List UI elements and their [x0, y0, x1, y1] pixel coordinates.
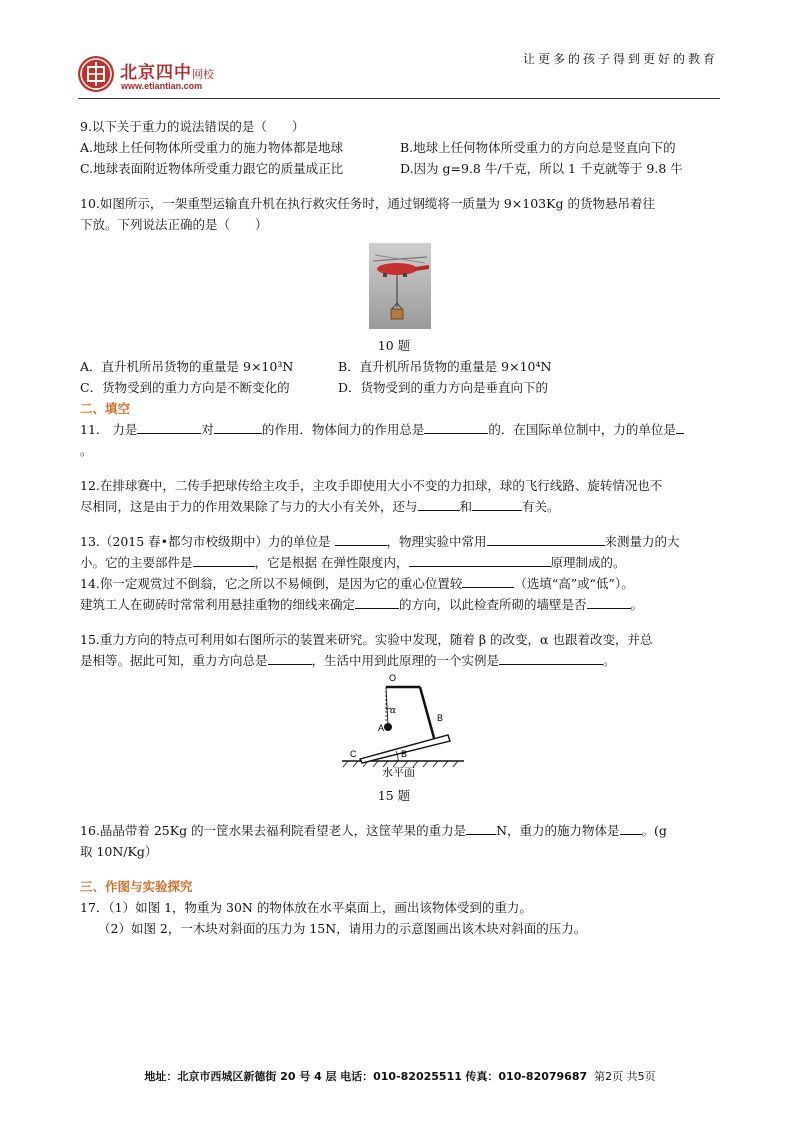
page-header — [78, 38, 718, 100]
label-ground: 水平面 — [382, 766, 415, 777]
q10-option-a: A．直升机所吊货物的重量是 9×10³N — [80, 359, 294, 374]
page-number: 第2页 共5页 — [594, 1070, 656, 1083]
q13-line1: 13.（2015 春•都匀市校级期中）力的单位是 ，物理实验中常用 来测量力的大 — [80, 534, 680, 549]
blank[interactable] — [676, 420, 684, 434]
q17-line1: 17．（1）如图 1，物重为 30N 的物体放在水平桌面上，画出该物体受到的重力。 — [80, 900, 532, 915]
q16-line1: 16.晶晶带着 25Kg 的一筐水果去福利院看望老人，这筐苹果的重力是 N，重力的施力物体是 。(g — [80, 823, 667, 838]
q15-line2: 是相等。据此可知，重力方向总是 ，生活中用到此原理的一个实例是 。 — [80, 653, 616, 668]
incline-plumb-diagram — [338, 673, 468, 777]
label-a: A — [378, 723, 385, 733]
blank[interactable] — [424, 420, 488, 434]
blank[interactable] — [409, 553, 551, 567]
page-footer: 地址：北京市西城区新德街 20 号 4 层 电话：010-82025511 传真：010-82079687 第2页 共5页 — [144, 1070, 656, 1083]
q14-line1: 14.你一定观赏过不倒翁，它之所以不易倾倒，是因为它的重心位置较 （选填“高”或“低”）。 — [80, 576, 634, 591]
blank[interactable] — [418, 497, 460, 511]
q15-caption: 15 题 — [377, 788, 411, 803]
label-c: C — [350, 749, 357, 759]
blank[interactable] — [214, 420, 262, 434]
q12-line2: 尽相同，这是由于力的作用效果除了与力的大小有关外，还与 和 有关。 — [80, 499, 560, 514]
blank[interactable] — [268, 651, 312, 665]
blank[interactable] — [466, 821, 496, 835]
q14-line2: 建筑工人在砌砖时常常利用悬挂重物的细线来确定 的方向，以此检查所砌的墙壁是否 。 — [80, 597, 644, 612]
q9-options-row1 — [80, 137, 720, 158]
blank[interactable] — [137, 420, 201, 434]
blank[interactable] — [355, 595, 399, 609]
q10-option-b: B．直升机所吊货物的重量是 9×10⁴N — [338, 359, 552, 374]
q15-line1: 15.重力方向的特点可利用如右图所示的装置来研究。实验中发现，随着 β 的改变，α 也跟着改变，并总 — [80, 632, 653, 647]
q12-line1: 12.在排球赛中，二传手把球传给主攻手，主攻手即使用大小不变的力扣球，球的飞行线路、旋转情况也不 — [80, 478, 663, 493]
q16-line2: 取 10N/Kg） — [80, 844, 158, 859]
section-fill-in-title: 二、填空 — [80, 401, 131, 416]
q10-option-c: C．货物受到的重力方向是不断变化的 — [80, 380, 290, 395]
q10-options-row1 — [80, 356, 720, 377]
q9-option-a: A.地球上任何物体所受重力的施力物体都是地球 — [80, 140, 344, 155]
blank[interactable] — [335, 532, 387, 546]
blank[interactable] — [472, 497, 522, 511]
q9-options-row2 — [80, 158, 720, 179]
label-o: O — [389, 673, 397, 683]
logo-url: www.etiantian.com — [121, 81, 203, 91]
q9-option-c: C.地球表面附近物体所受重力跟它的质量成正比 — [80, 161, 344, 176]
q15-figure — [80, 671, 720, 789]
label-beta: B — [401, 749, 408, 759]
q11-line1: 11. 力是 对 的作用．物体间力的作用总是 的．在国际单位制中，力的单位是 — [80, 419, 720, 440]
header-slogan: 让更多的孩子得到更好的教育 — [522, 52, 718, 66]
blank[interactable] — [499, 651, 603, 665]
helicopter-image — [369, 243, 431, 329]
logo-text: 北京四中网校 — [120, 63, 214, 83]
label-b: B — [437, 713, 444, 723]
q10-caption: 10 题 — [377, 338, 411, 353]
header-divider — [78, 98, 720, 99]
section-drawing-title: 三、作图与实验探究 — [80, 879, 193, 894]
q9-option-b: B.地球上任何物体所受重力的方向总是竖直向下的 — [400, 140, 676, 155]
logo-emblem-icon — [78, 56, 114, 92]
q10-stem-line1: 10.如图所示，一架重型运输直升机在执行救灾任务时，通过钢缆将一质量为 9×103Kg 的货物悬吊着往 — [80, 196, 655, 211]
q9-stem: 9.以下关于重力的说法错误的是（ ） — [80, 119, 305, 134]
blank[interactable] — [193, 553, 255, 567]
blank[interactable] — [462, 574, 514, 588]
blank[interactable] — [587, 595, 631, 609]
q10-options-row2 — [80, 377, 720, 398]
q10-stem-line2: 下放。下列说法正确的是（ ） — [80, 217, 268, 232]
q10-option-d: D．货物受到的重力方向是垂直向下的 — [338, 380, 549, 395]
q17-line2: （2）如图 2，一木块对斜面的压力为 15N，请用力的示意图画出该木块对斜面的压力。 — [98, 921, 587, 936]
q9-option-d: D.因为 g=9.8 牛/千克，所以 1 千克就等于 9.8 牛 — [400, 161, 683, 176]
q13-line2: 小。它的主要部件是 ，它是根据 在弹性限度内， 原理制成的。 — [80, 555, 626, 570]
blank[interactable] — [487, 532, 605, 546]
blank[interactable] — [620, 821, 642, 835]
q11-line2: 。 — [80, 443, 93, 458]
q10-figure — [80, 235, 720, 335]
page-content — [80, 116, 720, 939]
label-alpha: α — [390, 706, 397, 716]
